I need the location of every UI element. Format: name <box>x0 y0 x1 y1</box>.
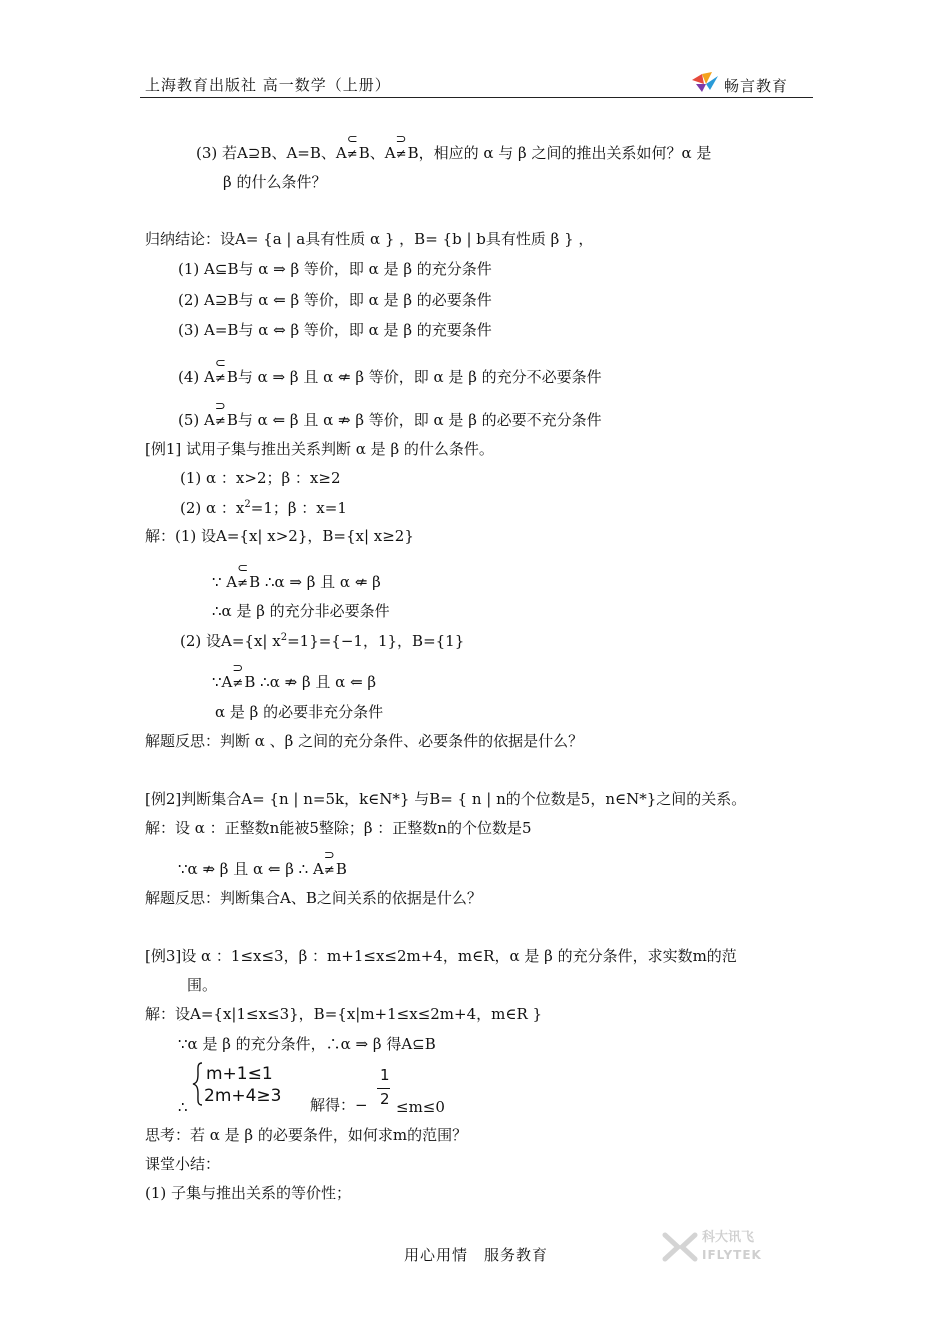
solution-1-line1: 解：(1) 设A={x| x>2}，B={x| x≥2} <box>145 527 414 545</box>
reflection-1: 解题反思：判断 α 、β 之间的充分条件、必要条件的依据是什么？ <box>145 732 584 750</box>
proper-subset-symbol: ⊂ ≠ <box>346 132 358 162</box>
left-brace-icon <box>192 1062 204 1106</box>
solution-1-line2: ∵ A ⊂ ≠B ∴α ⇒ β 且 α ⇍ β <box>212 561 381 591</box>
think-question: 思考：若 α 是 β 的必要条件，如何求m的范围？ <box>145 1126 468 1144</box>
example-1-title: [例1] 试用子集与推出关系判断 α 是 β 的什么条件。 <box>145 440 494 458</box>
question-3-line1: (3) 若A⊇B、A=B、A ⊂ ≠B、A ⊃ ≠B，相应的 α 与 β 之间的推出关系如何？α 是 <box>196 132 712 162</box>
example-1-case-1: (1) α ：x>2；β ：x≥2 <box>180 469 341 487</box>
iflytek-watermark <box>662 1228 774 1268</box>
inequality-2: 2m+4≥3 <box>204 1086 282 1106</box>
watermark-en: IFLYTEK <box>702 1248 762 1262</box>
example-3-solution-line2: ∵α 是 β 的充分条件，∴α ⇒ β 得A⊆B <box>178 1035 436 1053</box>
header-title: 上海教育出版社 高一数学（上册） <box>145 76 391 94</box>
example-3-title-line2: 围。 <box>187 976 218 994</box>
bird-logo-icon <box>690 70 720 94</box>
reflection-2: 解题反思：判断集合A、B之间关系的依据是什么？ <box>145 889 482 907</box>
solution-2-conclusion: α 是 β 的必要非充分条件 <box>215 703 384 721</box>
inequality-system <box>178 1062 308 1110</box>
iflytek-x-icon <box>662 1232 698 1262</box>
conclusion-item-1: (1) A⊆B与 α ⇒ β 等价，即 α 是 β 的充分条件 <box>178 260 492 278</box>
inequality-1: m+1≤1 <box>206 1064 273 1084</box>
question-3-line2: β 的什么条件？ <box>223 173 327 191</box>
example-3-solution-line1: 解：设A={x|1≤x≤3}，B={x|m+1≤x≤2m+4，m∈R } <box>145 1005 543 1023</box>
header-brand: 畅言教育 <box>724 77 789 95</box>
proper-superset-symbol: ⊃ ≠ <box>395 132 407 162</box>
conclusion-item-3: (3) A=B与 α ⇔ β 等价，即 α 是 β 的充要条件 <box>178 321 492 339</box>
fraction-denominator: 2 <box>380 1090 390 1108</box>
example-2-derivation: ∵α ⇏ β 且 α ⇐ β ∴ A ⊃ ≠B <box>178 848 347 878</box>
fraction-bar <box>377 1088 390 1089</box>
conclusion-item-5: (5) A ⊃ ≠B与 α ⇐ β 且 α ⇏ β 等价，即 α 是 β 的必要不充分条件 <box>178 399 602 429</box>
summary-item-1: (1) 子集与推出关系的等价性； <box>145 1184 352 1202</box>
header-divider <box>140 97 813 98</box>
watermark-cn: 科大讯飞 <box>702 1230 755 1245</box>
summary-heading: 课堂小结： <box>145 1155 221 1173</box>
solution-range: ≤m≤0 <box>396 1098 445 1116</box>
solution-1-conclusion: ∴α 是 β 的充分非必要条件 <box>212 602 390 620</box>
example-2-solution: 解：设 α ：正整数n能被5整除；β ：正整数n的个位数是5 <box>145 819 532 837</box>
conclusion-item-2: (2) A⊇B与 α ⇐ β 等价，即 α 是 β 的必要条件 <box>178 291 492 309</box>
therefore-symbol: ∴ <box>178 1098 188 1116</box>
example-1-case-2: (2) α ：$x^2=1$；β ：x=1 <box>180 499 347 517</box>
solution-2-line1: (2) 设A={x| $x^2=1\}=\{-1$，1}，B={1} <box>180 632 465 650</box>
conclusion-heading: 归纳结论：设A= {a | a具有性质 α } ，B= {b | b具有性质 β } ， <box>145 230 594 248</box>
solution-result: 解得：− <box>310 1096 368 1114</box>
example-2-title: [例2]判断集合A= {n | n=5k，k∈N*} 与B= { n | n的个位数是5，n∈N*}之间的关系。 <box>145 790 747 808</box>
footer-slogan: 用心用情 服务教育 <box>404 1246 549 1264</box>
fraction-numerator: 1 <box>380 1066 390 1084</box>
solution-2-line2: ∵A ⊃ ≠B ∴α ⇏ β 且 α ⇐ β <box>212 661 377 691</box>
example-3-title-line1: [例3]设 α ：1≤x≤3，β ：m+1≤x≤2m+4，m∈R，α 是 β 的充分条件，求实数m的范 <box>145 947 737 965</box>
conclusion-item-4: (4) A ⊂ ≠B与 α ⇒ β 且 α ⇍ β 等价，即 α 是 β 的充分不必要条件 <box>178 356 602 386</box>
